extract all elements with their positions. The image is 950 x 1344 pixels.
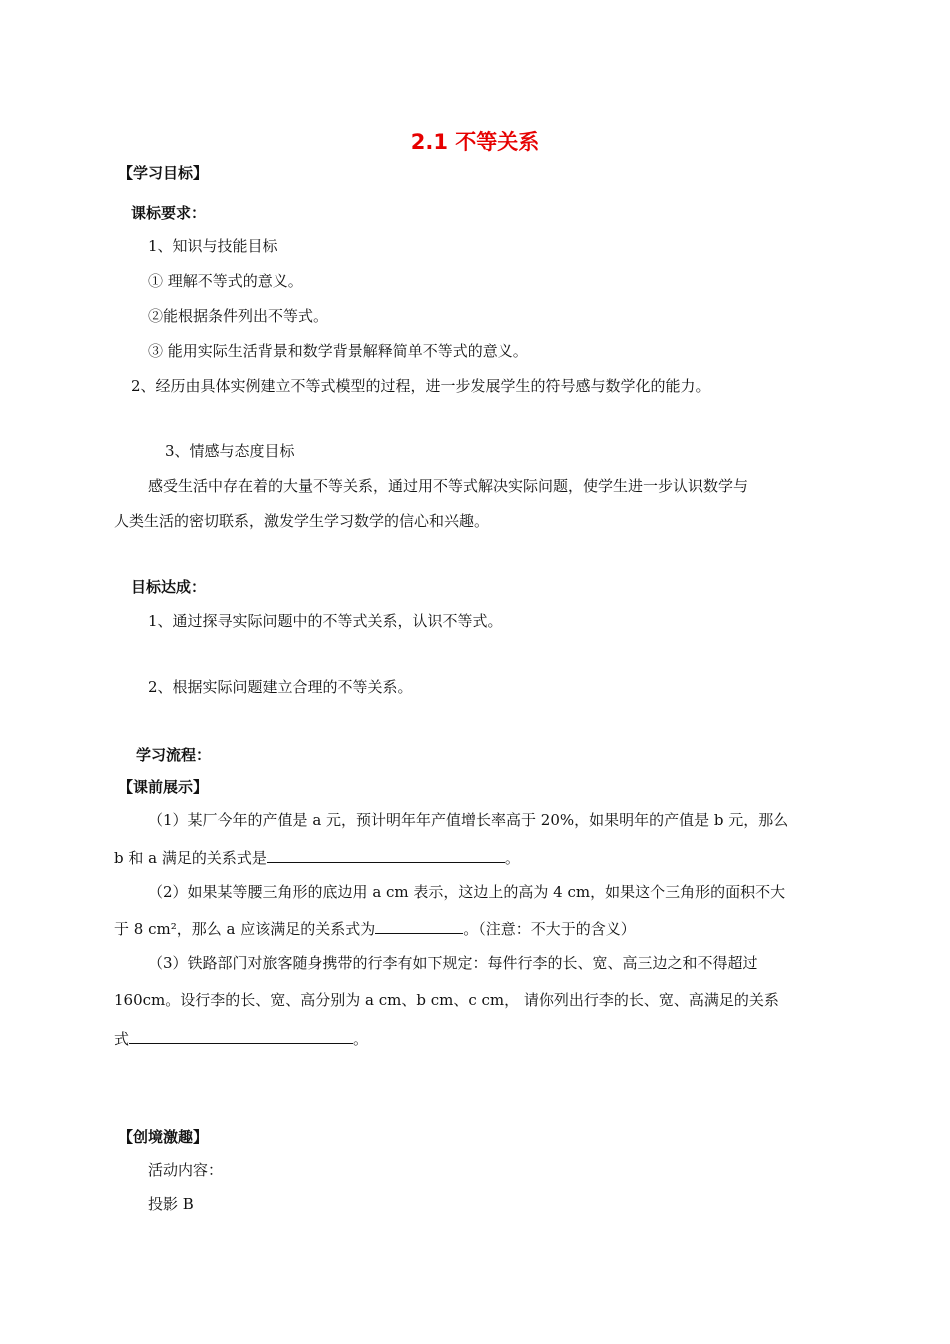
question-1-text: b 和 a 满足的关系式是 xyxy=(114,849,267,867)
question-2-line-1: （2）如果某等腰三角形的底边用 a cm 表示，这边上的高为 4 cm，如果这个三角形的面积不大 xyxy=(148,883,786,901)
question-1-line-2 xyxy=(114,846,520,868)
question-1-end: 。 xyxy=(504,849,520,867)
question-2-end: 。（注意：不大于的含义） xyxy=(463,920,636,938)
page-title: 2.1 不等关系 xyxy=(410,130,540,154)
goal-paragraph: 感受生活中存在着的大量不等关系，通过用不等式解决实际问题，使学生进一步认识数学与 xyxy=(148,477,749,495)
question-3-end: 。 xyxy=(353,1030,369,1048)
subheading-curriculum: 课标要求： xyxy=(131,204,207,222)
section-heading-scene: 【创境激趣】 xyxy=(118,1128,209,1146)
question-2-line-2 xyxy=(114,917,636,939)
goal-paragraph: 人类生活的密切联系，激发学生学习数学的信心和兴趣。 xyxy=(114,512,490,530)
question-3-text: 式 xyxy=(114,1030,130,1048)
answer-blank-1[interactable] xyxy=(267,846,505,863)
question-3-line-3 xyxy=(114,1027,368,1049)
section-heading-goals: 【学习目标】 xyxy=(118,164,209,182)
goal-item: 3、情感与态度目标 xyxy=(165,442,295,460)
answer-blank-2[interactable] xyxy=(375,917,463,934)
goal-item: 2、经历由具体实例建立不等式模型的过程，进一步发展学生的符号感与数学化的能力。 xyxy=(131,377,711,395)
scene-item: 投影 B xyxy=(148,1195,194,1213)
goal-item: ① 理解不等式的意义。 xyxy=(148,272,303,290)
question-3-line-2: 160cm。设行李的长、宽、高分别为 a cm、b cm、c cm， 请你列出行李的长、宽、高满足的关系 xyxy=(114,991,779,1009)
section-heading-process: 学习流程： xyxy=(136,746,212,764)
scene-item: 活动内容： xyxy=(148,1161,224,1179)
section-heading-preview: 【课前展示】 xyxy=(118,778,209,796)
question-1-line-1: （1）某厂今年的产值是 a 元，预计明年年产值增长率高于 20%，如果明年的产值是 b 元，那么 xyxy=(148,811,789,829)
question-3-line-1: （3）铁路部门对旅客随身携带的行李有如下规定：每件行李的长、宽、高三边之和不得超过 xyxy=(148,954,758,972)
achieve-item: 2、根据实际问题建立合理的不等关系。 xyxy=(148,678,413,696)
goal-item: ③ 能用实际生活背景和数学背景解释简单不等式的意义。 xyxy=(148,342,528,360)
achieve-item: 1、通过探寻实际问题中的不等式关系，认识不等式。 xyxy=(148,612,503,630)
goal-item: ②能根据条件列出不等式。 xyxy=(148,307,329,325)
goal-item: 1、知识与技能目标 xyxy=(148,237,278,255)
answer-blank-3[interactable] xyxy=(129,1027,353,1044)
question-2-text: 于 8 cm²，那么 a 应该满足的关系式为 xyxy=(114,920,376,938)
section-heading-achieve: 目标达成： xyxy=(131,578,207,596)
